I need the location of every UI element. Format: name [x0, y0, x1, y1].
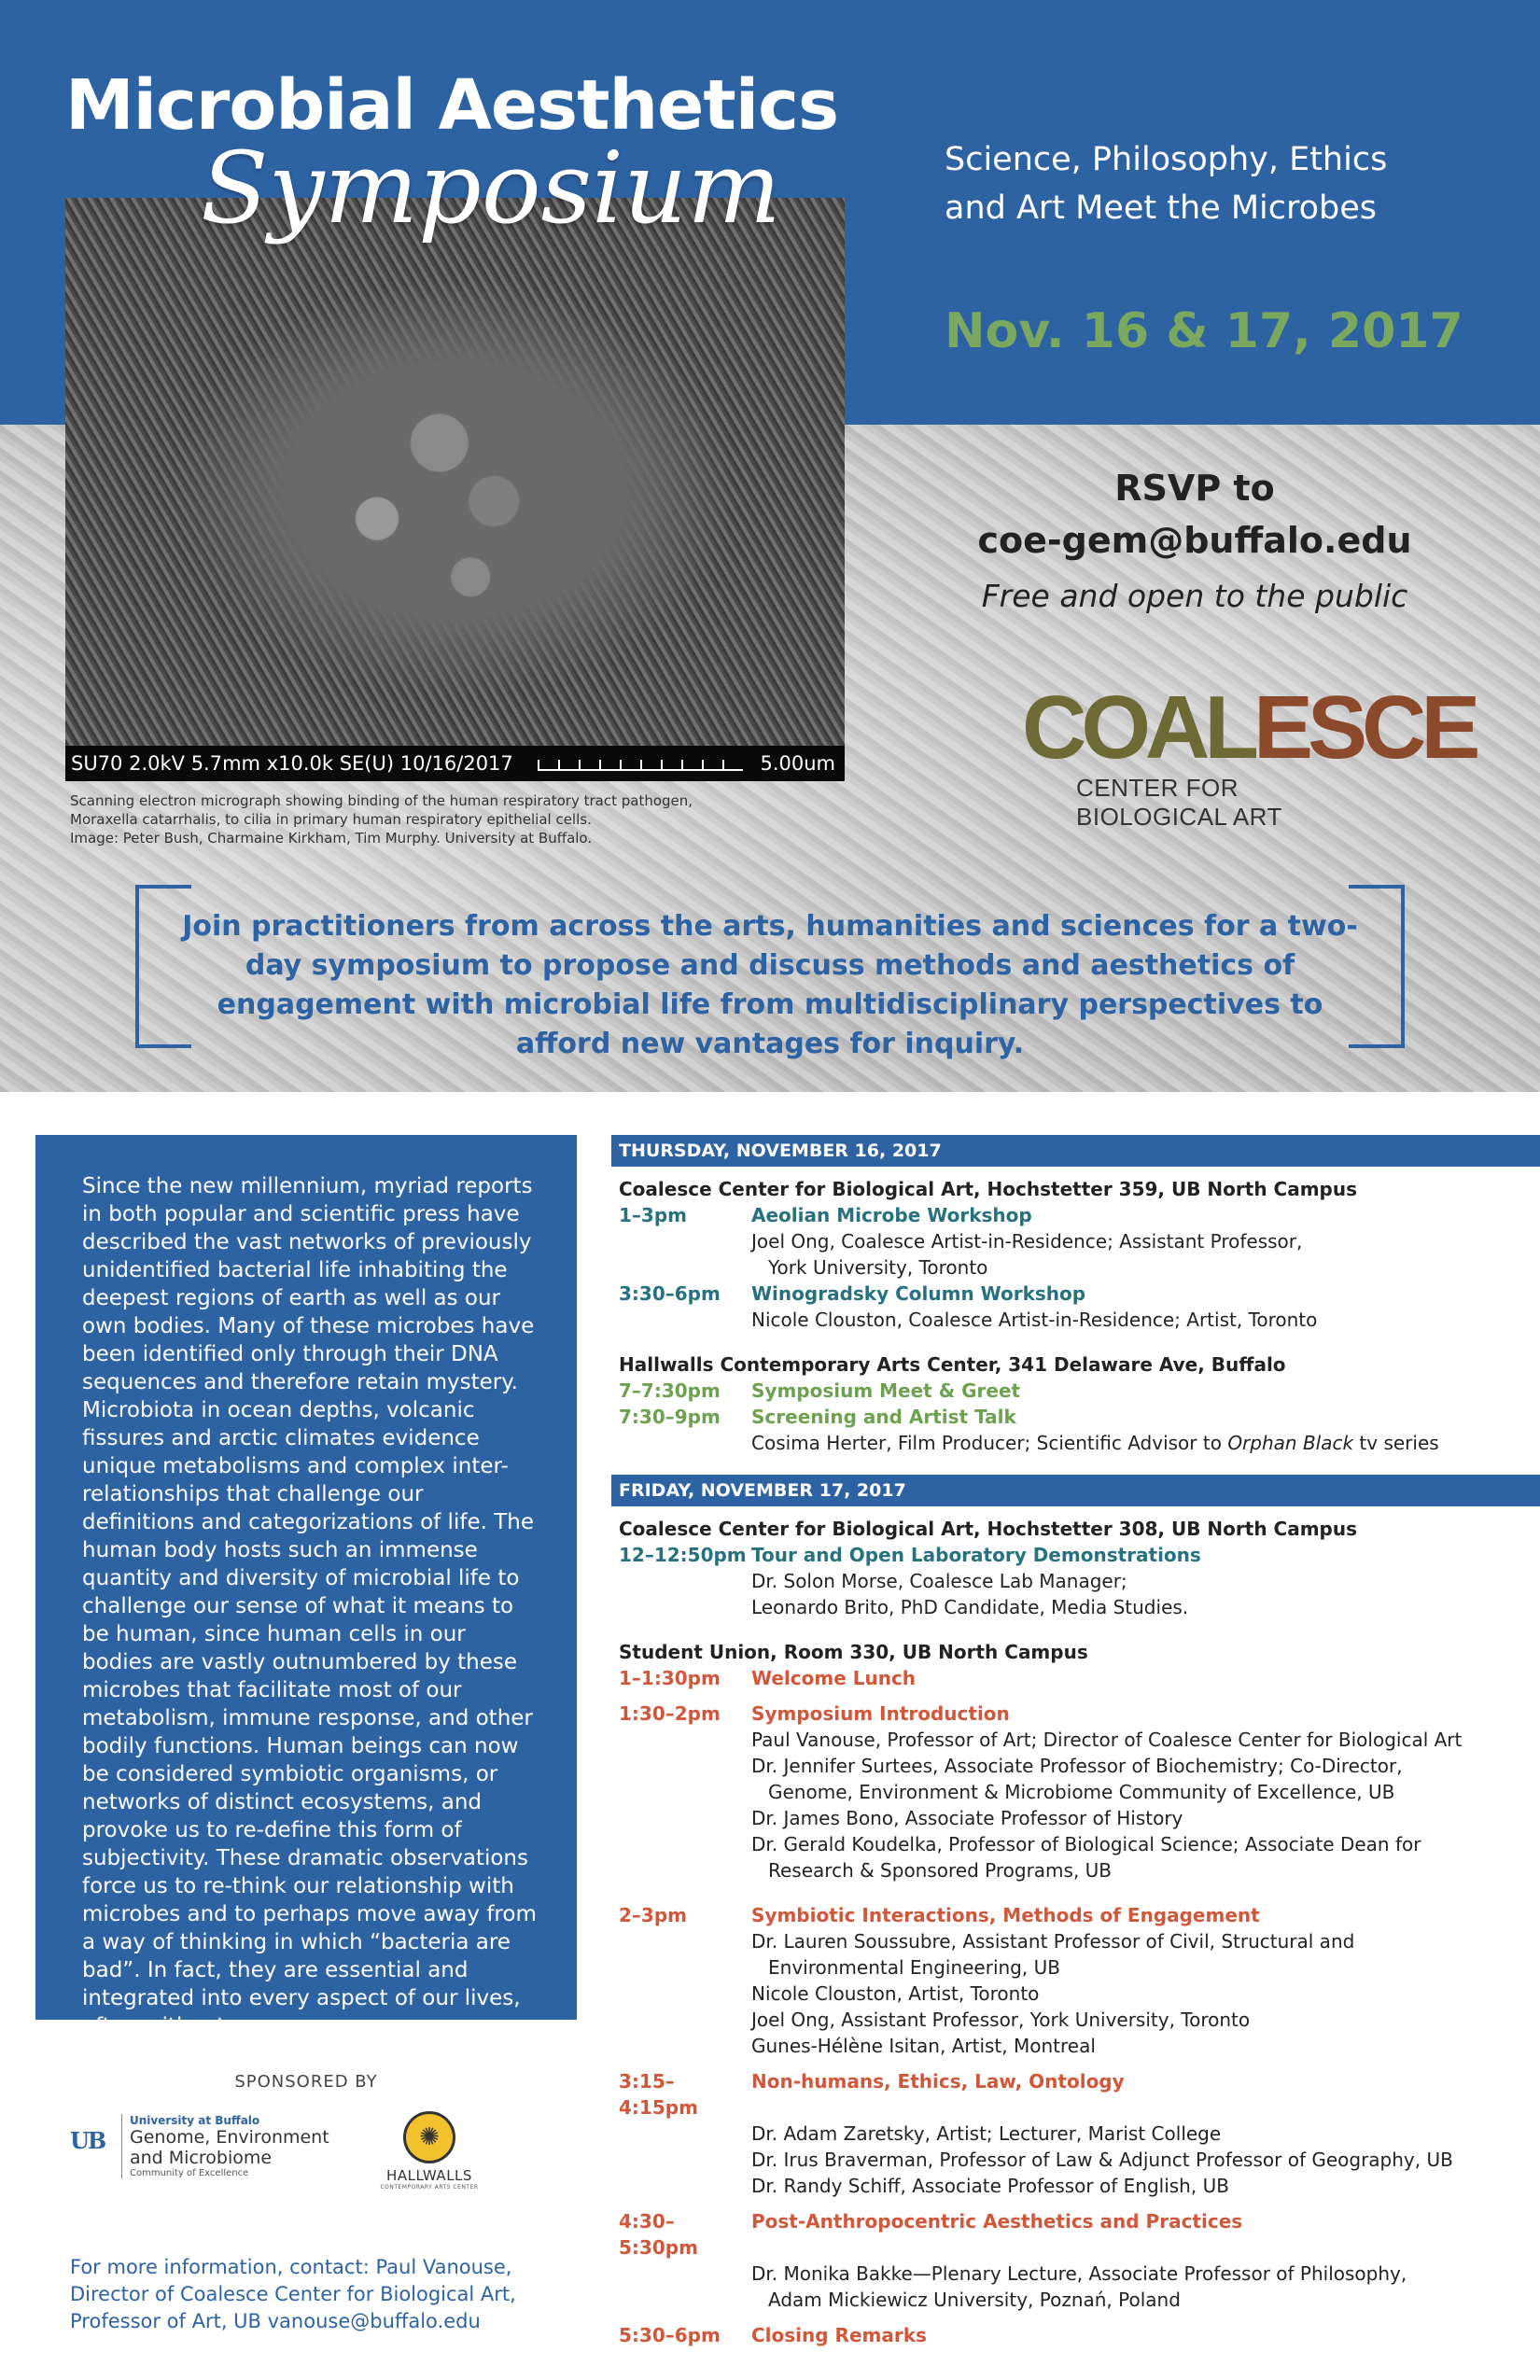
event-title: Symbiotic Interactions, Methods of Engagement: [751, 1904, 1260, 1926]
schedule-row: [611, 1701, 1540, 1727]
rsvp-block: [943, 462, 1447, 623]
contact-line: Professor of Art, UB vanouse@buffalo.edu: [70, 2310, 481, 2332]
title-main: Microbial Aesthetics: [65, 65, 839, 146]
spacer: [611, 1456, 1540, 1465]
schedule-row: [611, 2147, 1540, 2173]
schedule-row: [611, 2121, 1540, 2147]
schedule-row: [611, 1981, 1540, 2007]
spacer: [611, 1630, 1540, 1639]
description-panel: [35, 1135, 577, 2038]
ub-line: University at Buffalo: [130, 2114, 260, 2127]
schedule-row: [611, 1831, 1540, 1857]
event-title: Aeolian Microbe Workshop: [751, 1204, 1032, 1226]
schedule-row: [611, 2287, 1540, 2313]
event-time: 3:30–6pm: [619, 1282, 721, 1305]
event-detail: Nicole Clouston, Artist, Toronto: [751, 1982, 1040, 2005]
schedule-row: [611, 1594, 1540, 1620]
sponsored-label: SPONSORED BY: [234, 2072, 378, 2092]
contact-line: For more information, contact: Paul Vanouse,: [70, 2256, 512, 2278]
event-time: 7–7:30pm: [619, 1379, 721, 1402]
event-detail: Dr. Lauren Soussubre, Assistant Professor of Civil, Structural and: [751, 1930, 1355, 1953]
micrograph-databar: [65, 746, 845, 781]
event-detail: Gunes-Hélène Isitan, Artist, Montreal: [751, 2035, 1096, 2057]
event-detail: Leonardo Brito, PhD Candidate, Media Studies.: [751, 1596, 1189, 1618]
schedule: [611, 1135, 1540, 2348]
spacer: [611, 1506, 1540, 1516]
venue: Student Union, Room 330, UB North Campus: [619, 1641, 1088, 1663]
schedule-row: [611, 1902, 1540, 1928]
coalesce-word-part2: ESCE: [1253, 678, 1476, 777]
event-time: 3:15–4:15pm: [619, 2070, 698, 2119]
event-detail: Research & Sponsored Programs, UB: [768, 1859, 1113, 1882]
detail-text: tv series: [1353, 1432, 1439, 1454]
ub-mark-icon: UB: [70, 2127, 105, 2154]
ub-logo-text: [121, 2114, 329, 2178]
event-detail: [751, 1430, 1540, 1456]
micrograph-label-right: 5.00um: [760, 752, 835, 775]
schedule-row: [611, 1753, 1540, 1779]
caption-line: Scanning electron micrograph showing binding of the human respiratory tract pathogen,: [70, 792, 693, 809]
hallwalls-logo: [373, 2111, 485, 2191]
spacer: [611, 1465, 1540, 1475]
coalesce-word-part1: COAL: [1022, 678, 1253, 777]
event-detail: Environmental Engineering, UB: [768, 1956, 1060, 1979]
event-detail: York University, Toronto: [768, 1256, 988, 1279]
micrograph-image: [65, 198, 845, 781]
schedule-row: [611, 1954, 1540, 1981]
hallwalls-sub: CONTEMPORARY ARTS CENTER: [380, 2184, 479, 2191]
spacer: [611, 1691, 1540, 1701]
event-title: Screening and Artist Talk: [751, 1406, 1016, 1428]
schedule-row: [611, 1542, 1540, 1568]
event-detail: Nicole Clouston, Coalesce Artist-in-Residence; Artist, Toronto: [751, 1309, 1318, 1331]
schedule-row: [611, 1779, 1540, 1805]
schedule-row: [611, 1281, 1540, 1307]
spacer: [611, 1620, 1540, 1630]
event-title: Symposium Meet & Greet: [751, 1379, 1021, 1402]
event-title: Welcome Lunch: [751, 1667, 917, 1689]
detail-title-italic: Orphan Black: [1227, 1432, 1354, 1454]
event-title: Post-Anthropocentric Aesthetics and Practices: [751, 2210, 1243, 2233]
spacer: [611, 1883, 1540, 1893]
schedule-row: [611, 2068, 1540, 2121]
tagline-line: and Art Meet the Microbes: [945, 189, 1378, 227]
day-header-friday: FRIDAY, NOVEMBER 17, 2017: [611, 1475, 1540, 1506]
hallwalls-emblem-icon: ✺: [403, 2111, 455, 2163]
spacer: [611, 1167, 1540, 1176]
schedule-row: [611, 1228, 1540, 1254]
rsvp-email-link[interactable]: coe-gem@buffalo.edu: [977, 520, 1412, 561]
coalesce-wordmark: [1022, 678, 1476, 777]
event-detail: Dr. Adam Zaretsky, Artist; Lecturer, Marist College: [751, 2122, 1222, 2145]
ub-gem-logo: [70, 2114, 341, 2198]
description-text: Since the new millennium, myriad reports in both popular and scientific press have described the vast networks of previously unidentified bacterial life inhabiting the deepest regions of earth as well as our own bodies. Many of these microbes have been identified only through their DNA sequences and therefore retain mystery. Microbiota in ocean depths, volcanic fissures and arctic climates evidence unique metabolisms and complex inter-relationships that challenge our definitions and categorizations of life. The human body hosts such an immense quantity and diversity of microbial life to challenge our sense of what it means to be human, since human cells in our bodies are vastly outnumbered by these microbes that facilitate most of our metabolism, immune response, and other bodily functions. Human beings can now be considered symbiotic organisms, or networks of distinct ecosystems, and provoke us to re-define this form of subjectivity. These dramatic observations force us to re-think our relationship with microbes and to perhaps move away from a way of thinking in which “bacteria are bad”. In fact, they are essential and integrated into every aspect of our lives, often without our awareness.: [82, 1174, 537, 2038]
schedule-row: [611, 1665, 1540, 1691]
schedule-row: [611, 1568, 1540, 1594]
tagline: [945, 135, 1387, 232]
event-detail: Dr. Randy Schiff, Associate Professor of English, UB: [751, 2175, 1229, 2197]
ub-line: Community of Excellence: [130, 2168, 249, 2178]
event-time: 1–3pm: [619, 1204, 687, 1226]
event-date: Nov. 16 & 17, 2017: [945, 303, 1463, 359]
schedule-row: [611, 2033, 1540, 2059]
event-detail: Joel Ong, Coalesce Artist-in-Residence; Assistant Professor,: [751, 1230, 1303, 1253]
event-detail: Dr. James Bono, Associate Professor of History: [751, 1807, 1183, 1829]
coalesce-logo: [1022, 678, 1476, 831]
schedule-row: [611, 2322, 1540, 2348]
caption-line: Image: Peter Bush, Charmaine Kirkham, Tim Murphy. University at Buffalo.: [70, 830, 593, 847]
ub-line: Genome, Environment: [130, 2127, 329, 2148]
day-header-thursday: THURSDAY, NOVEMBER 16, 2017: [611, 1135, 1540, 1167]
event-title: Tour and Open Laboratory Demonstrations: [751, 1544, 1201, 1566]
schedule-row: [611, 1307, 1540, 1333]
event-detail: Dr. Irus Braverman, Professor of Law & Adjunct Professor of Geography, UB: [751, 2149, 1453, 2171]
venue: Coalesce Center for Biological Art, Hochstetter 308, UB North Campus: [619, 1518, 1358, 1540]
spacer: [611, 1342, 1540, 1351]
schedule-row: [611, 1727, 1540, 1753]
spacer: [611, 2199, 1540, 2208]
spacer: [611, 2313, 1540, 2322]
detail-text: Cosima Herter, Film Producer; Scientific Advisor to: [751, 1432, 1228, 1454]
spacer: [611, 1893, 1540, 1902]
event-title: Non-humans, Ethics, Law, Ontology: [751, 2070, 1125, 2093]
schedule-row: [611, 1928, 1540, 1954]
event-time: 4:30–5:30pm: [619, 2210, 698, 2259]
event-time: 5:30–6pm: [619, 2324, 721, 2346]
schedule-row: [611, 1805, 1540, 1831]
schedule-row: [611, 1404, 1540, 1430]
event-title: Closing Remarks: [751, 2324, 927, 2346]
schedule-row: [611, 1378, 1540, 1404]
event-detail: Paul Vanouse, Professor of Art; Director of Coalesce Center for Biological Art: [751, 1729, 1463, 1751]
contact-info: [70, 2254, 593, 2335]
event-time: 1–1:30pm: [619, 1667, 721, 1689]
rsvp-note: Free and open to the public: [981, 578, 1408, 614]
schedule-row: [611, 1202, 1540, 1228]
schedule-row: [611, 2261, 1540, 2287]
schedule-row: [611, 2208, 1540, 2261]
scale-bar: [538, 756, 743, 771]
contact-line: Director of Coalesce Center for Biological Art,: [70, 2283, 516, 2305]
event-detail: Joel Ong, Assistant Professor, York University, Toronto: [751, 2009, 1251, 2031]
event-time: 7:30–9pm: [619, 1406, 721, 1428]
event-detail: Dr. Solon Morse, Coalesce Lab Manager;: [751, 1570, 1127, 1592]
event-detail: Dr. Jennifer Surtees, Associate Professor of Biochemistry; Co-Director,: [751, 1755, 1403, 1777]
event-title: Symposium Introduction: [751, 1702, 1010, 1725]
event-time: 12–12:50pm: [619, 1544, 747, 1566]
micrograph-label-left: SU70 2.0kV 5.7mm x10.0k SE(U) 10/16/2017: [71, 752, 513, 775]
intro-statement: Join practitioners from across the arts, humanities and sciences for a two-day symposium to propose and discuss methods and aesthetics of engagement with microbial life from multidisciplinary perspectives to afford new vantages for inquiry.: [182, 910, 1358, 1060]
hero-section: [0, 0, 1540, 1092]
schedule-row: [611, 1430, 1540, 1456]
schedule-row: [611, 1857, 1540, 1883]
event-detail: Dr. Monika Bakke—Plenary Lecture, Associate Professor of Philosophy,: [751, 2262, 1407, 2285]
venue: Hallwalls Contemporary Arts Center, 341 Delaware Ave, Buffalo: [619, 1353, 1286, 1376]
micrograph-caption: [70, 791, 817, 847]
caption-line: Moraxella catarrhalis, to cilia in primary human respiratory epithelial cells.: [70, 811, 592, 828]
ub-line: and Microbiome: [130, 2148, 273, 2168]
tagline-line: Science, Philosophy, Ethics: [945, 141, 1388, 178]
event-time: 2–3pm: [619, 1904, 687, 1926]
spacer: [611, 1333, 1540, 1342]
schedule-row: [611, 2007, 1540, 2033]
spacer: [611, 2059, 1540, 2068]
venue: Coalesce Center for Biological Art, Hochstetter 359, UB North Campus: [619, 1178, 1358, 1200]
coalesce-subtitle: CENTER FOR BIOLOGICAL ART: [1076, 774, 1282, 831]
event-detail: Adam Mickiewicz University, Poznań, Poland: [768, 2289, 1181, 2311]
event-title: Winogradsky Column Workshop: [751, 1282, 1086, 1305]
hallwalls-name: HALLWALLS: [386, 2167, 472, 2184]
schedule-row: [611, 2173, 1540, 2199]
event-detail: Genome, Environment & Microbiome Community of Excellence, UB: [768, 1781, 1395, 1803]
event-time: 1:30–2pm: [619, 1702, 721, 1725]
schedule-row: [611, 1254, 1540, 1281]
rsvp-label: RSVP to: [1114, 468, 1275, 509]
title-script: Symposium: [201, 131, 781, 245]
event-detail: Dr. Gerald Koudelka, Professor of Biological Science; Associate Dean for: [751, 1833, 1421, 1855]
